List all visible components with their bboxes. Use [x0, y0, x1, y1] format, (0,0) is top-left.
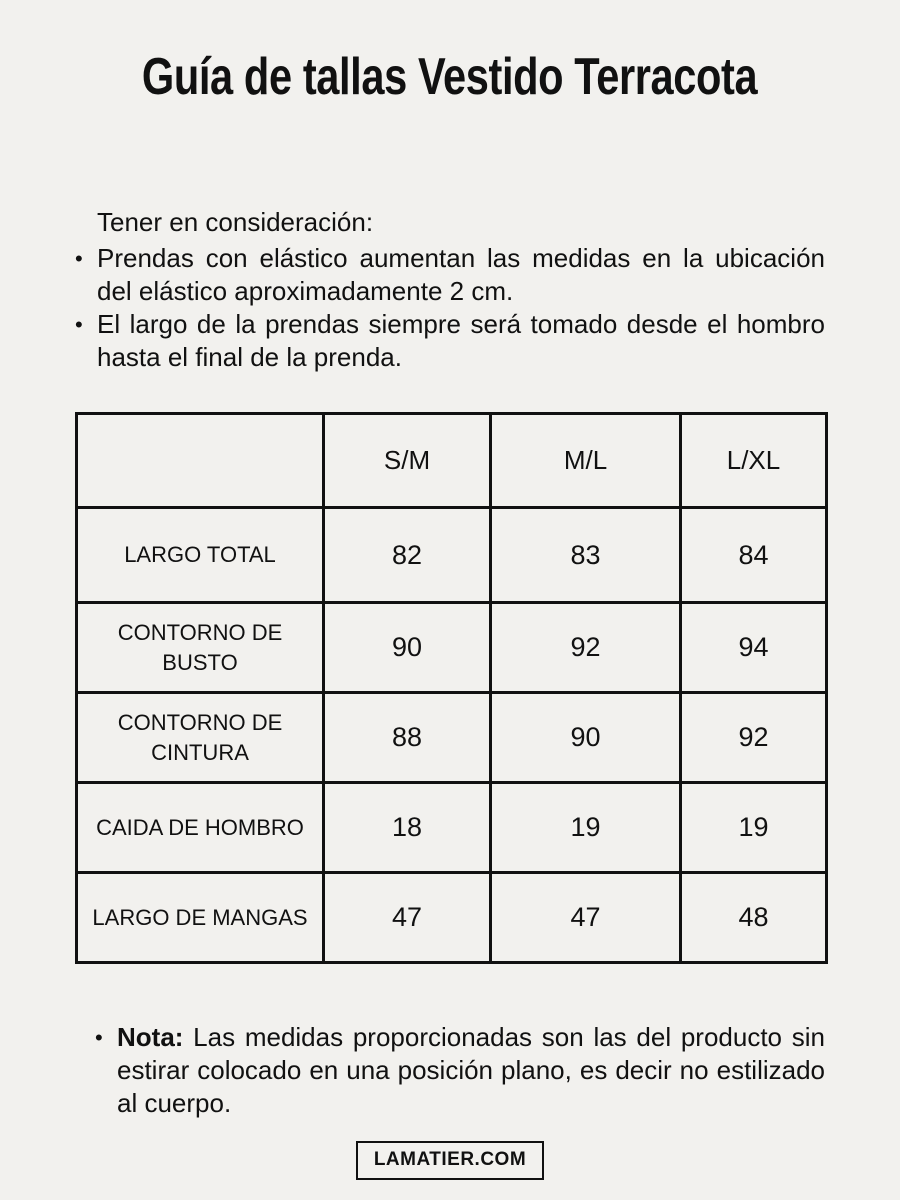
size-table — [75, 412, 828, 964]
column-header-lxl: L/XL — [681, 414, 827, 508]
measurement-value: 48 — [681, 873, 827, 963]
row-label: CONTORNO DE CINTURA — [77, 693, 324, 783]
column-header-ml: M/L — [491, 414, 681, 508]
row-label: LARGO DE MANGAS — [77, 873, 324, 963]
table-row — [77, 508, 827, 603]
column-header-sm: S/M — [324, 414, 491, 508]
consideration-text: Prendas con elástico aumentan las medidas en la ubicación del elástico aproximadamente 2 cm. — [97, 243, 825, 307]
measurement-value: 18 — [324, 783, 491, 873]
considerations-section — [75, 206, 825, 374]
measurement-value: 47 — [491, 873, 681, 963]
measurement-value: 47 — [324, 873, 491, 963]
bullet-icon: • — [75, 312, 83, 338]
measurement-value: 82 — [324, 508, 491, 603]
page-title-text: Guía de tallas Vestido Terracota — [142, 48, 758, 106]
measurement-value: 92 — [491, 603, 681, 693]
row-label: CONTORNO DE BUSTO — [77, 603, 324, 693]
considerations-heading: Tener en consideración: — [97, 207, 374, 238]
column-header-empty — [77, 414, 324, 508]
measurement-value: 19 — [491, 783, 681, 873]
measurement-value: 83 — [491, 508, 681, 603]
note-text-block — [117, 1021, 825, 1120]
table-row — [77, 693, 827, 783]
bullet-icon: • — [75, 246, 83, 272]
size-guide-page — [0, 48, 900, 1200]
measurement-value: 90 — [491, 693, 681, 783]
note-label: Nota: — [117, 1022, 184, 1053]
measurement-value: 94 — [681, 603, 827, 693]
table-row — [77, 783, 827, 873]
page-title — [0, 48, 900, 106]
table-row — [77, 603, 827, 693]
measurement-value: 84 — [681, 508, 827, 603]
note-text: Las medidas proporcionadas son las del producto sin estirar colocado en una posición plano, es decir no estilizado al cuerpo. — [117, 1022, 825, 1119]
table-row — [77, 873, 827, 963]
table-header-row — [77, 414, 827, 508]
measurement-value: 90 — [324, 603, 491, 693]
brand-badge: LAMATIER.COM — [356, 1141, 544, 1180]
row-label: CAIDA DE HOMBRO — [77, 783, 324, 873]
note-section — [95, 1021, 825, 1120]
measurement-value: 19 — [681, 783, 827, 873]
measurement-value: 92 — [681, 693, 827, 783]
row-label: LARGO TOTAL — [77, 508, 324, 603]
bullet-icon: • — [95, 1025, 103, 1051]
consideration-text: El largo de la prendas siempre será tomado desde el hombro hasta el final de la prenda. — [97, 309, 825, 373]
consideration-item — [75, 308, 825, 374]
measurement-value: 88 — [324, 693, 491, 783]
consideration-item — [75, 242, 825, 308]
footer — [0, 1141, 900, 1180]
